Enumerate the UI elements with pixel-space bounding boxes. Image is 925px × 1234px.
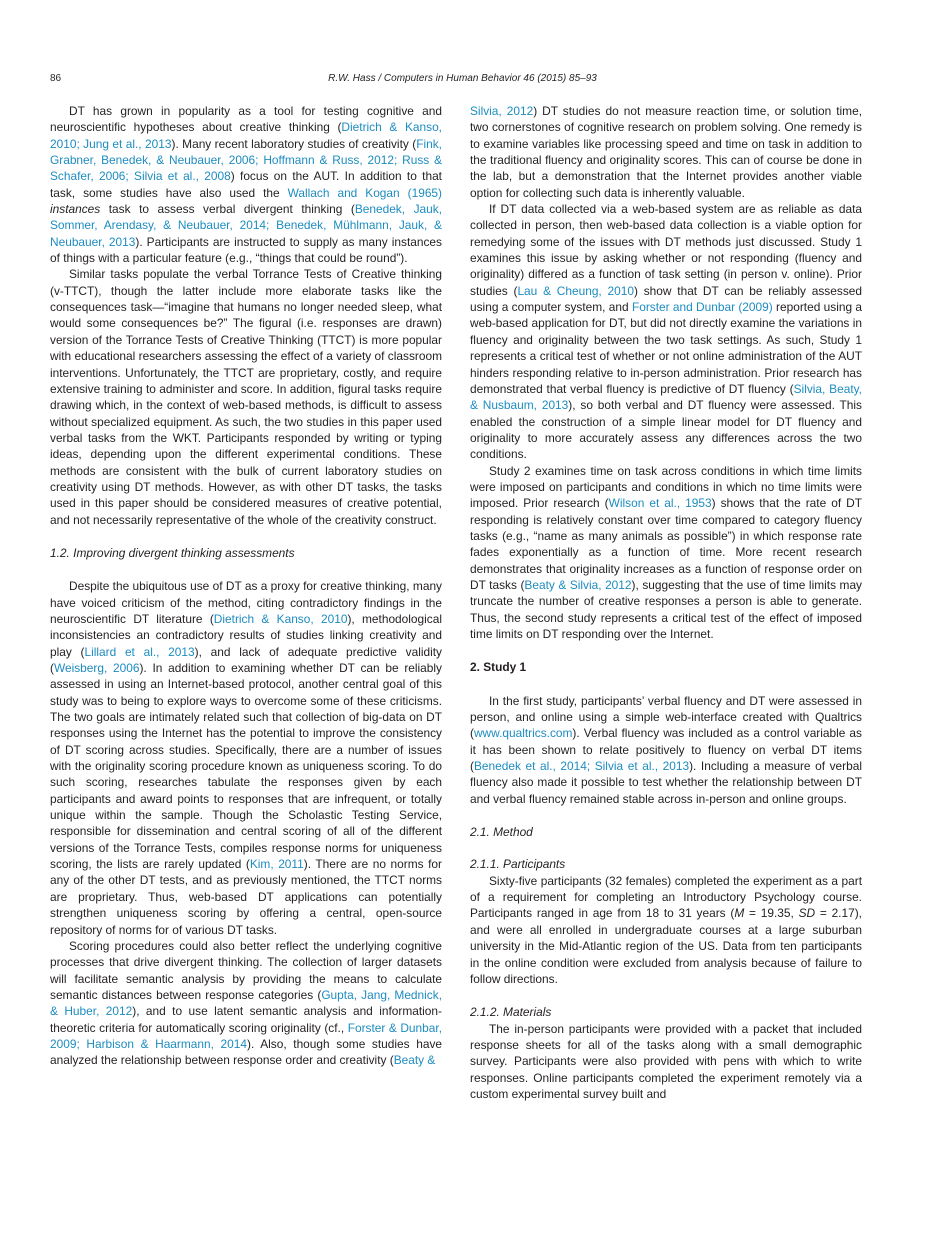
section-heading: 2.1.1. Participants xyxy=(470,857,566,872)
body-text: Sixty-five participants (32 females) completed the experiment as a part of a requirement for completing an Introductory Psychology course. Participants ranged in age from 18 to 31 years ( xyxy=(470,873,862,921)
body-text: Despite the ubiquitous use of DT as a proxy for creative thinking, many have voiced criticism of the method, citing contradictory findings in the neuroscientific DT literature ( xyxy=(50,579,442,626)
body-text: = 2.17), and were all enrolled in undergraduate courses at a large suburban university in the Mid-Atlantic region of the US. Data from ten participants in the online condition were excluded from analysis because of failure to follow directions. xyxy=(470,906,862,986)
body-text: ) DT studies do not measure reaction time, or solution time, two cornerstones of cognitive research on problem solving. One remedy is to examine variables like processing speed and time on task in addition to the traditional fluency and originality scores. This can of course be done in the lab, but a demonstration that the Internet provides another viable option for collecting such data is inherently valuable. xyxy=(470,104,862,200)
paragraph xyxy=(470,693,862,807)
citation-link[interactable]: Dietrich & Kanso, 2010; Jung et al., 2013 xyxy=(50,120,442,151)
body-text: ). Including a measure of verbal fluency also made it possible to test whether the relationship between DT and verbal fluency remained stable across in-person and online groups. xyxy=(470,759,862,806)
citation-link[interactable]: Lillard et al., 2013 xyxy=(84,644,195,659)
body-text: ), and to use latent semantic analysis and information-theoretic criteria for automatically scoring originality (cf., xyxy=(50,1004,442,1035)
running-header: R.W. Hass / Computers in Human Behavior 46 (2015) 85–93 xyxy=(328,73,597,84)
body-text: ), so both verbal and DT fluency were assessed. This enabled the construction of a simple linear model for DT fluency and originality to more accurately assess any differences across the two conditions. xyxy=(470,398,862,462)
citation-link[interactable]: Gupta, Jang, Mednick, & Huber, 2012 xyxy=(50,987,442,1019)
right-column xyxy=(470,103,862,1102)
body-text: DT has grown in popularity as a tool for testing cognitive and neuroscientific hypotheses about creative thinking ( xyxy=(50,104,442,135)
paragraph xyxy=(50,266,442,528)
body-text: ), suggesting that the use of time limits may truncate the number of creative responses a person is able to generate. Thus, the second study represents a critical test of the effect of imposed time limits on DT responding over the Internet. xyxy=(470,577,863,641)
section-heading: 2.1. Method xyxy=(470,825,533,840)
citation-link[interactable]: Benedek et al., 2014; Silvia et al., 2013 xyxy=(473,759,690,774)
paragraph xyxy=(50,578,442,938)
body-text: ). There are no norms for any of the other DT tests, and as previously mentioned, the TTCT norms are proprietary. Thus, web-based DT applications can potentially strengthen uniqueness scoring by offering a central, open-source repository of norms for of various DT tasks. xyxy=(50,857,443,937)
citation-link[interactable]: Weisberg, 2006 xyxy=(53,661,140,675)
body-text: If DT data collected via a web-based system are as reliable as data collected in person, then web-based data collection is a viable option for remedying some of the issues with DT methods just discussed. Study 1 examines this issue by asking whether or not responding (fluency and originality) differed as a function of task setting (in person v. online). Prior studies ( xyxy=(470,202,862,298)
body-text: ), and lack of adequate predictive validity ( xyxy=(50,644,442,675)
body-text: ) focus on the AUT. In addition to that task, some studies have also used the xyxy=(50,169,442,200)
citation-link[interactable]: Benedek, Jauk, Sommer, Arendasy, & Neubauer, 2014; Benedek, Mühlmann, Jauk, & Neubauer, 2013 xyxy=(50,202,442,249)
citation-link[interactable]: Kim, 2011 xyxy=(249,857,304,872)
citation-link[interactable]: Forster & Dunbar, 2009; Harbison & Haarmann, 2014 xyxy=(50,1020,442,1051)
body-text: ). In addition to examining whether DT can be reliably assessed in using an Internet-based protocol, another central goal of this study was to being to explore ways to overcome some of these criticisms. The two goals are intimately related such that collection of big-data on DT responses using the Internet has the potential to improve the consistency of DT scoring across studies. Specifically, there are a number of issues with the originality scoring procedure known as uniqueness scoring. To do such scoring, researches tabulate the responses given by each participants and award points to responses that are infrequent, or totally unique within the sample. Though the Scholastic Testing Service, responsible for dissemination and central scoring of all of the different versions of the Torrance Tests, compiles response norms for uniqueness scoring, the lists are rarely updated ( xyxy=(50,661,442,872)
italic-text: instances xyxy=(50,202,101,217)
paragraph xyxy=(50,103,442,266)
body-text: Study 2 examines time on task across conditions in which time limits were imposed on participants and conditions in which no time limits were imposed. Prior research ( xyxy=(470,463,862,511)
left-column xyxy=(50,103,442,1069)
body-text: task to assess verbal divergent thinking ( xyxy=(100,202,355,217)
citation-link[interactable]: Forster and Dunbar (2009) xyxy=(631,300,773,315)
paragraph xyxy=(470,1021,862,1103)
section-heading: 2. Study 1 xyxy=(470,660,527,675)
citation-link[interactable]: Silvia, 2012 xyxy=(470,104,534,118)
paragraph xyxy=(470,463,862,643)
citation-link[interactable]: Wallach and Kogan (1965) xyxy=(287,185,442,200)
body-text: In the first study, participants’ verbal fluency and DT were assessed in person, and online using a simple web-interface created with Qualtrics ( xyxy=(470,693,862,741)
citation-link[interactable]: Beaty & Silvia, 2012 xyxy=(524,577,632,592)
body-text: reported using a web-based application for DT, but did not directly examine the variations in fluency and originality between the two task settings. As such, Study 1 represents a critical test of whether or not online administration of the AUT hinders responding relative to in-person administration. Prior research has demonstrated that verbal fluency is predictive of DT fluency ( xyxy=(470,300,862,396)
citation-link[interactable]: Beaty & xyxy=(393,1053,436,1068)
body-text: ). Many recent laboratory studies of creativity ( xyxy=(171,136,417,151)
citation-link[interactable]: Wilson et al., 1953 xyxy=(608,496,712,511)
body-text: ). Participants are instructed to supply as many instances of things with a particular feature (e.g., “things that could be round”). xyxy=(50,234,442,266)
italic-text: SD xyxy=(798,906,816,921)
body-text: ) show that DT can be reliably assessed using a computer system, and xyxy=(470,283,862,315)
citation-link[interactable]: www.qualtrics.com xyxy=(473,726,573,741)
citation-link[interactable]: Fink, Grabner, Benedek, & Neubauer, 2006; Hoffmann & Russ, 2012; Russ & Schafer, 2006; Silvia et al., 2008 xyxy=(50,136,442,184)
body-text: = 19.35, xyxy=(744,906,799,921)
body-text: Scoring procedures could also better reflect the underlying cognitive processes that drive divergent thinking. The collection of larger datasets will facilitate semantic analysis by providing the means to calculate semantic distances between response categories ( xyxy=(50,938,442,1002)
body-text: ) shows that the rate of DT responding is relatively constant over time compared to category fluency tasks (e.g., “name as many animals as possible”) in which response rate fades exponentially as a function of time. More recent research demonstrates that originality increases as a function of response order on DT tasks ( xyxy=(470,496,862,592)
body-text: The in-person participants were provided with a packet that included response sheets for all of the tasks along with a small demographic survey. Participants were also provided with pens with which to write responses. Online participants completed the experiment remotely via a custom experimental survey built and xyxy=(470,1021,862,1101)
page-number: 86 xyxy=(50,73,62,84)
body-text: ). Verbal fluency was included as a control variable as it has been shown to relate positively to fluency on verbal DT items ( xyxy=(470,726,862,774)
paragraph xyxy=(470,103,862,201)
body-text: Similar tasks populate the verbal Torrance Tests of Creative thinking (v-TTCT), though the latter include more elaborate tasks like the consequences task—“imagine that humans no longer needed sleep, what would some consequences be?” The figural (i.e. responses are drawn) version of the Torrance Tests of Creative Thinking (TTCT) is more popular with educational researchers assessing the effect of a variety of classroom interventions. Unfortunately, the TTCT are proprietary, costly, and require extensive training to administer and score. In addition, figural tasks require drawing which, in the context of web-based methods, is difficult to assess without specialized equipment. As such, the two studies in this paper used verbal tasks from the WKT. Participants responded by writing or typing ideas, depending upon the different experimental conditions. These methods are consistent with the bulk of current laboratory studies on creativity using DT methods. However, as with other DT tasks, the tasks used in this paper should be considered measures of creative potential, and not necessarily representative of the whole of the creativity construct. xyxy=(50,267,442,527)
paragraph xyxy=(470,201,862,463)
body-text: ). Also, though some studies have analyzed the relationship between response order and creativity ( xyxy=(50,1036,443,1068)
citation-link[interactable]: Lau & Cheung, 2010 xyxy=(517,283,634,298)
body-text: ), methodological inconsistencies an contradictory results of studies linking creativity and play ( xyxy=(50,611,442,659)
italic-text: M xyxy=(734,906,745,921)
citation-link[interactable]: Silvia, Beaty, & Nusbaum, 2013 xyxy=(470,381,862,413)
paragraph xyxy=(50,938,442,1069)
section-heading: 2.1.2. Materials xyxy=(470,1005,552,1020)
citation-link[interactable]: Dietrich & Kanso, 2010 xyxy=(213,611,348,626)
paragraph xyxy=(470,873,862,987)
section-heading: 1.2. Improving divergent thinking assessments xyxy=(50,545,295,560)
